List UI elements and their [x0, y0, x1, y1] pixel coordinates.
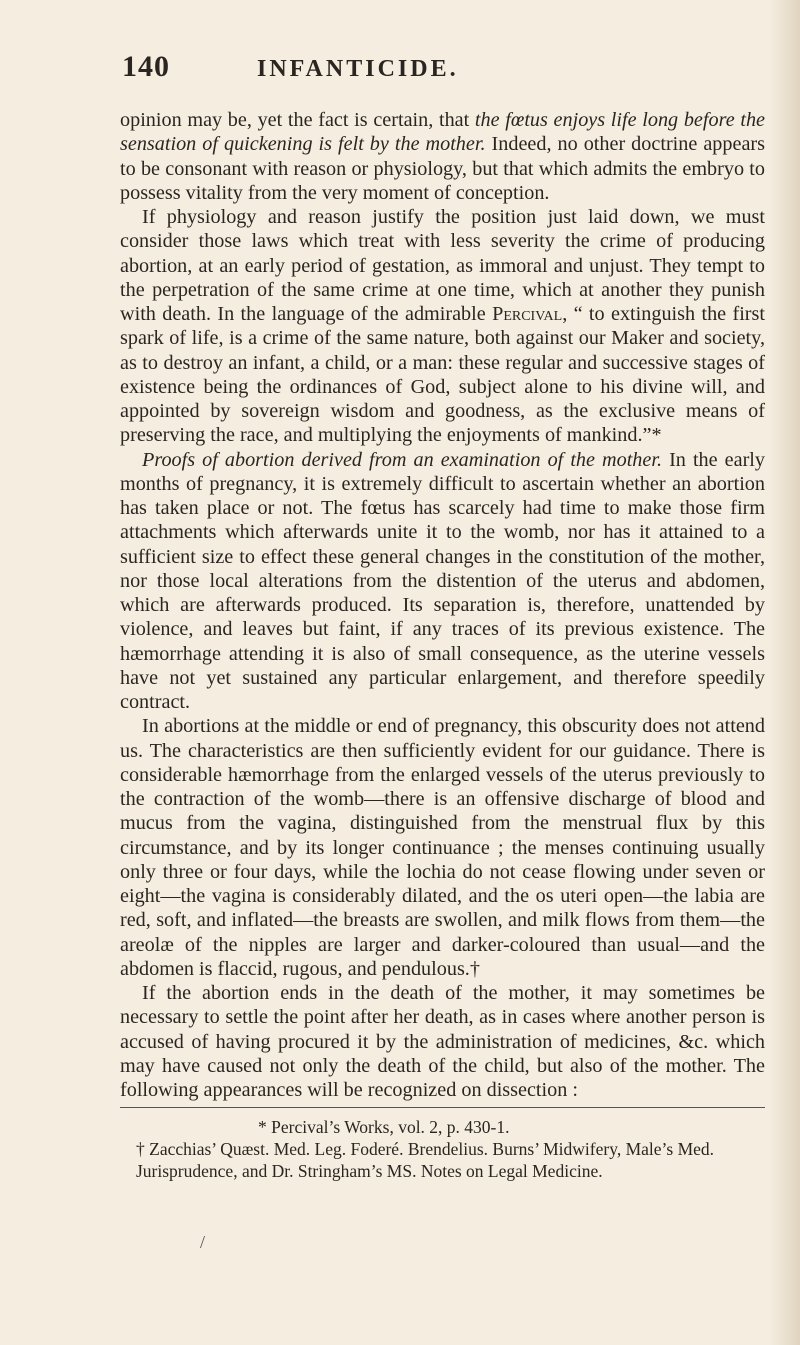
small-caps-name: Percival	[492, 303, 563, 325]
text-run: If physiology and reason justify the position just laid down, we must consider those laws which treat with less severity the crime of producing abortion, at an early period of gestation, as immoral and unjust. They tempt to the perpetration of the same crime at one time, which at another they punish with death. In the language of the admirable	[120, 206, 765, 325]
text-run: opinion may be, yet the fact is certain, that	[120, 109, 475, 131]
text-run: Indeed, no other doctrine appears to be consonant with reason or physiology, but that which admits the embryo to possess vitality from the very moment of conception.	[120, 133, 765, 204]
text-run: , “ to extinguish the first spark of life, is a crime of the same nature, both against our Maker and society, as to destroy an infant, a child, or a man: these regular and successive stages of existence being the ordinances of God, subject alone to his divine will, and appointed by sovereign wisdom and goodness, as the exclusive means of preserving the race, and multiplying the enjoyments of mankind.”*	[120, 303, 765, 447]
footnotes	[120, 1116, 765, 1182]
footnote: † Zacchias’ Quæst. Med. Leg. Foderé. Brendelius. Burns’ Midwifery, Male’s Med. Jurisprudence, and Dr. Stringham’s MS. Notes on Legal Medicine.	[136, 1139, 715, 1181]
page-edge-shadow	[770, 0, 800, 1345]
paragraph	[120, 108, 765, 205]
paragraph	[120, 448, 765, 715]
text-run: If the abortion ends in the death of the mother, it may sometimes be necessary to settle the point after her death, as in cases where another person is accused of having procured it by the administration of medicines, &c. which may have caused not only the death of the child, but also of the mother. The following appearances will be recognized on dissection :	[120, 982, 765, 1101]
page-number: 140	[122, 50, 170, 83]
text-run: In the early months of pregnancy, it is extremely difficult to ascertain whether an abortion has taken place or not. The fœtus has scarcely had time to make those firm attachments which afterwards unite it to the womb, nor has it attained to a sufficient size to effect these general changes in the constitution of the mother, nor those local alterations from the distention of the uterus and abdomen, which are afterwards produced. Its separation is, therefore, unattended by violence, and leaves but faint, if any traces of its previous existence. The hæmorrhage attending it is also of small consequence, as the uterine vessels have not yet sustained any particular enlargement, and therefore speedily contract.	[120, 448, 765, 713]
paragraph	[120, 981, 765, 1102]
pencil-mark: /	[200, 1232, 206, 1252]
paragraph	[120, 714, 765, 981]
paragraph	[120, 205, 765, 448]
footnote-divider	[120, 1107, 765, 1108]
italic-text: Proofs of abortion derived from an examination of the mother.	[142, 448, 663, 471]
body-text	[120, 108, 765, 1102]
running-title: INFANTICIDE.	[257, 56, 459, 82]
text-run: In abortions at the middle or end of pregnancy, this obscurity does not attend us. The characteristics are then sufficiently evident for our guidance. There is considerable hæmorrhage from the enlarged vessels of the uterus previously to the contraction of the womb—there is an offensive discharge of blood and mucus from the vagina, distinguished from the menstrual flux by this circumstance, and by its longer continuance ; the menses continuing usually only three or four days, while the lochia do not cease flowing under seven or eight—the vagina is considerably dilated, and the os uteri open—the labia are red, soft, and inflated—the breasts are swollen, and milk flows from them—the areolæ of the nipples are larger and darker-coloured than usual—and the abdomen is flaccid, rugous, and pendulous.†	[120, 715, 765, 980]
footnote: * Percival’s Works, vol. 2, p. 430-1.	[258, 1117, 510, 1137]
page-header	[122, 50, 762, 98]
italic-text: the fœtus enjoys life long before the sensation of quickening is felt by the mother.	[120, 109, 765, 156]
